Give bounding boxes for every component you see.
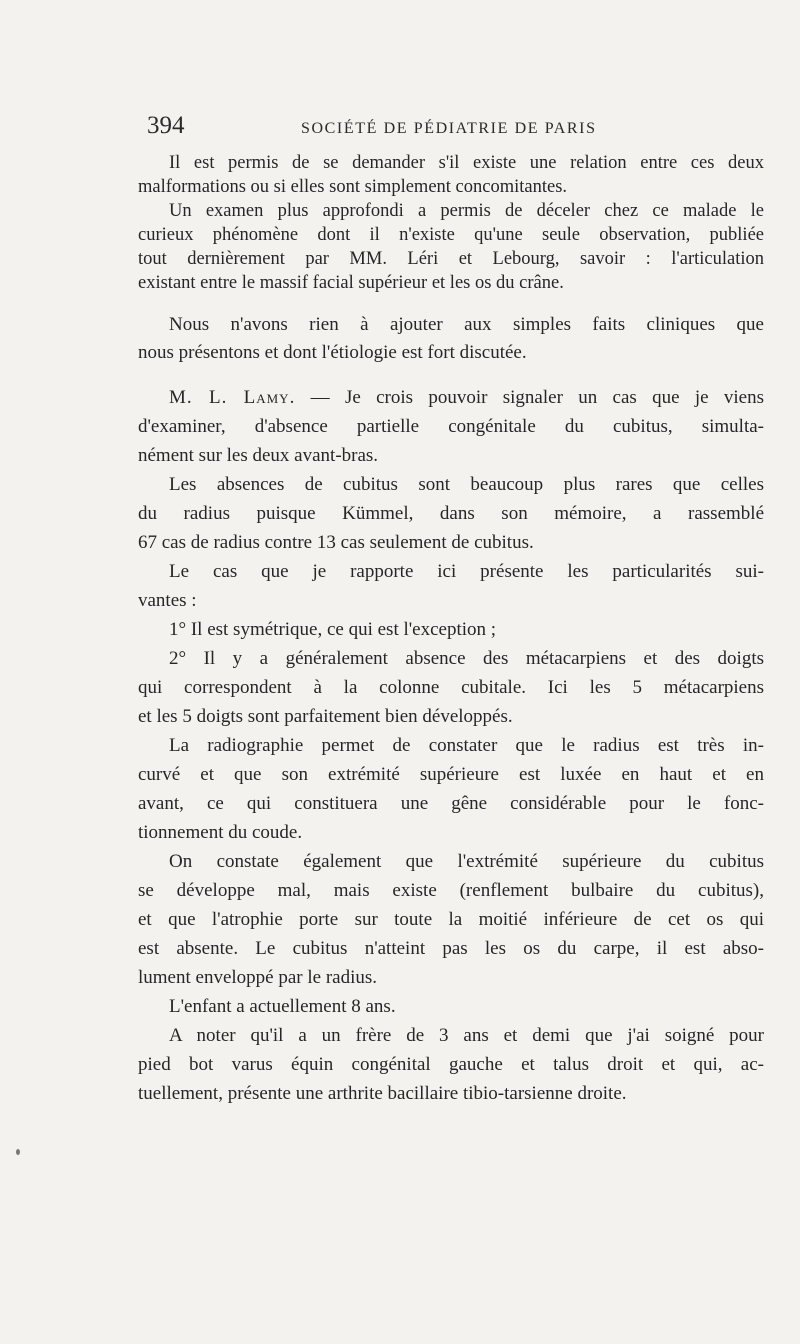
text-line: On constate également que l'extrémité supérieure du cubitus [169,851,764,872]
text-line: curieux phénomène dont il n'existe qu'une seule observation, publiée [138,225,764,245]
text-line: Il est permis de se demander s'il existe une relation entre ces deux [169,153,764,173]
text-line [138,383,764,412]
paragraph [138,615,764,644]
running-title: SOCIÉTÉ DE PÉDIATRIE DE PARIS [301,120,597,137]
text-line: d'examiner, d'absence partielle congénitale du cubitus, simulta- [138,416,764,437]
paragraph [138,470,764,557]
paragraph [138,199,764,295]
paragraph [138,847,764,992]
page-number: 394 [147,112,185,139]
paragraph [138,1021,764,1108]
speaker-name: M. L. Lamy. [169,387,296,408]
text-line: tout dernièrement par MM. Léri et Lebourg, savoir : l'articulation [138,249,764,269]
text-line: tuellement, présente une arthrite bacillaire tibio-tarsienne droite. [138,1083,627,1104]
body-text [138,151,764,1108]
text-line: Un examen plus approfondi a permis de déceler chez ce malade le [169,201,764,221]
paragraph [138,644,764,731]
text-line: Nous n'avons rien à ajouter aux simples faits cliniques que [169,314,764,335]
text-line: existant entre le massif facial supérieur et les os du crâne. [138,273,564,293]
paragraph [138,992,764,1021]
text-line: 67 cas de radius contre 13 cas seulement de cubitus. [138,532,534,553]
paragraph [138,383,764,470]
text-line: et les 5 doigts sont parfaitement bien développés. [138,706,513,727]
ink-speck [16,1149,20,1155]
text-line: avant, ce qui constituera une gêne considérable pour le fonc- [138,793,764,814]
text-fragment: — Je crois pouvoir signaler un cas que je viens [295,387,764,408]
text-line: tionnement du coude. [138,822,303,843]
text-line: malformations ou si elles sont simplement concomitantes. [138,177,568,197]
text-line: Le cas que je rapporte ici présente les particularités sui- [169,561,764,582]
text-line: se développe mal, mais existe (renflement bulbaire du cubitus), [138,880,764,901]
text-line: 2° Il y a généralement absence des métacarpiens et des doigts [169,648,764,669]
text-line: L'enfant a actuellement 8 ans. [169,996,396,1017]
text-line: La radiographie permet de constater que le radius est très in- [169,735,764,756]
text-line: est absente. Le cubitus n'atteint pas les os du carpe, il est abso- [138,938,764,959]
text-line: qui correspondent à la colonne cubitale. Ici les 5 métacarpiens [138,677,764,698]
text-line: lument enveloppé par le radius. [138,967,378,988]
text-line: du radius puisque Kümmel, dans son mémoire, a rassemblé [138,503,764,524]
text-line: Les absences de cubitus sont beaucoup plus rares que celles [169,474,764,495]
text-line: 1° Il est symétrique, ce qui est l'exception ; [169,619,497,640]
text-line: pied bot varus équin congénital gauche et talus droit et qui, ac- [138,1054,764,1075]
paragraph [138,557,764,615]
page-header [147,112,617,148]
text-line: nous présentons et dont l'étiologie est fort discutée. [138,342,527,363]
paragraph [138,151,764,199]
text-line: curvé et que son extrémité supérieure est luxée en haut et en [138,764,764,785]
text-line: et que l'atrophie porte sur toute la moitié inférieure de cet os qui [138,909,764,930]
text-line: nément sur les deux avant-bras. [138,445,379,466]
paragraph [138,731,764,847]
text-line: vantes : [138,590,197,611]
paragraph [138,311,764,367]
text-line: A noter qu'il a un frère de 3 ans et demi que j'ai soigné pour [169,1025,764,1046]
